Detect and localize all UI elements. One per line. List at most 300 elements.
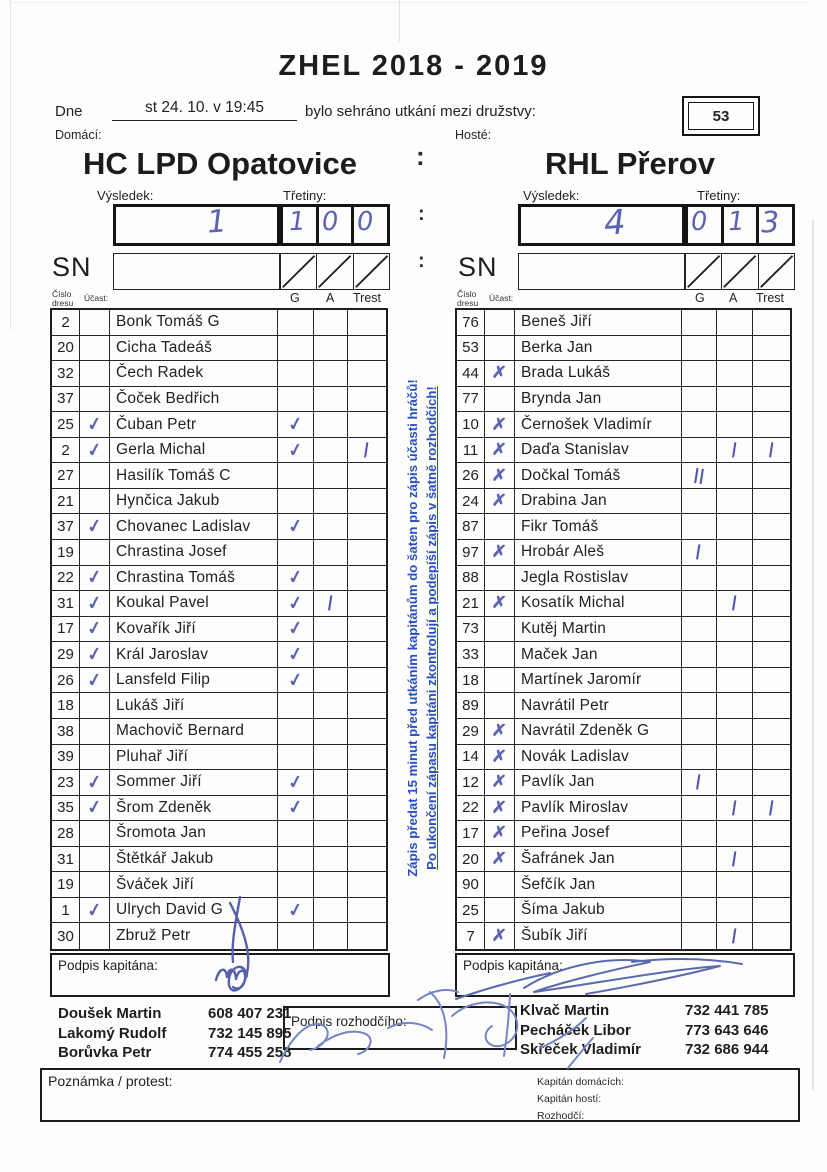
player-number-text: 18 xyxy=(57,697,74,715)
player-number-text: 14 xyxy=(462,748,479,766)
player-name-text: Fikr Tomáš xyxy=(521,517,599,535)
assists-cell-mark: | xyxy=(730,798,739,817)
player-number-text: 90 xyxy=(462,876,479,894)
goals-cell xyxy=(682,693,717,719)
player-number-text: 22 xyxy=(57,569,74,587)
ucast-mark-mark: ✓ xyxy=(85,566,104,589)
player-name-text: Machovič Bernard xyxy=(116,722,245,740)
goals-cell xyxy=(682,770,717,796)
player-name xyxy=(515,310,682,336)
ucast-mark xyxy=(485,566,515,592)
penalty-cell xyxy=(348,745,386,771)
player-name xyxy=(110,463,278,489)
assists-cell xyxy=(314,693,348,719)
assists-cell xyxy=(314,642,348,668)
ucast-mark xyxy=(80,898,110,924)
contact-name: Skřeček Vladimír xyxy=(520,1041,641,1058)
ucast-mark-mark: ✓ xyxy=(85,770,104,794)
assists-cell xyxy=(314,898,348,924)
goals-cell-mark: ✓ xyxy=(286,770,305,794)
ucast-mark xyxy=(485,770,515,796)
slash-mark xyxy=(317,254,352,289)
guest-col-g: G xyxy=(695,291,705,305)
player-number-text: 35 xyxy=(57,799,74,817)
ucast-mark-mark: ✓ xyxy=(85,668,104,691)
goals-cell xyxy=(278,923,314,949)
page-title: ZHEL 2018 - 2019 xyxy=(278,50,549,82)
ucast-mark-mark: ✗ xyxy=(491,720,508,741)
player-number xyxy=(457,438,485,464)
player-name-text: Čech Radek xyxy=(116,364,204,382)
contact-name: Doušek Martin xyxy=(58,1005,162,1022)
ucast-mark xyxy=(80,923,110,949)
ucast-mark xyxy=(80,719,110,745)
ucast-mark-mark: ✓ xyxy=(85,617,104,640)
penalty-cell xyxy=(348,847,386,873)
player-number-text: 27 xyxy=(57,467,74,485)
slash-mark xyxy=(722,254,757,289)
assists-cell xyxy=(717,566,753,592)
home-result-box xyxy=(113,204,280,246)
player-name-text: Pluhař Jiří xyxy=(116,747,188,765)
goals-cell xyxy=(278,540,314,566)
assists-cell xyxy=(717,412,753,438)
player-name-text: Šefčík Jan xyxy=(521,875,596,893)
goals-cell-mark: | xyxy=(695,773,704,791)
assists-cell xyxy=(717,361,753,387)
guest-col-number-1: Číslo xyxy=(457,289,477,299)
goals-cell xyxy=(278,463,314,489)
player-number-text: 2 xyxy=(61,441,70,459)
player-number-text: 29 xyxy=(462,722,479,740)
player-number-text: 89 xyxy=(462,697,479,715)
penalty-cell xyxy=(753,438,790,464)
goals-cell xyxy=(278,489,314,515)
goals-cell xyxy=(682,796,717,822)
assists-cell xyxy=(314,412,348,438)
home-sn-label: SN xyxy=(52,252,92,282)
player-number-text: 7 xyxy=(466,927,475,945)
player-number-text: 11 xyxy=(462,441,479,459)
player-name xyxy=(515,387,682,413)
player-number-text: 22 xyxy=(462,799,479,817)
assists-cell xyxy=(717,310,753,336)
player-number xyxy=(52,591,80,617)
player-name xyxy=(515,923,682,949)
assists-cell xyxy=(717,923,753,949)
ucast-mark xyxy=(80,745,110,771)
player-name xyxy=(515,489,682,515)
penalty-cell xyxy=(753,719,790,745)
penalty-cell xyxy=(348,387,386,413)
player-name-text: Zbruž Petr xyxy=(116,927,191,945)
player-name xyxy=(515,540,682,566)
ucast-mark xyxy=(80,361,110,387)
ucast-mark xyxy=(80,540,110,566)
penalty-cell xyxy=(348,361,386,387)
player-name xyxy=(110,719,278,745)
assists-cell xyxy=(314,566,348,592)
player-number xyxy=(457,412,485,438)
assists-cell xyxy=(717,514,753,540)
home-third-3: 0 xyxy=(356,206,375,238)
goals-cell xyxy=(278,566,314,592)
penalty-cell xyxy=(753,898,790,924)
player-number xyxy=(52,617,80,643)
goals-cell xyxy=(682,642,717,668)
penalty-cell xyxy=(348,719,386,745)
player-number-text: 28 xyxy=(57,824,74,842)
assists-cell xyxy=(314,847,348,873)
ucast-mark-mark: ✗ xyxy=(491,439,508,460)
guest-thirds-label: Třetiny: xyxy=(697,188,741,203)
player-name xyxy=(515,566,682,592)
player-name-text: Brynda Jan xyxy=(521,389,602,407)
guest-col-number-2: dresu xyxy=(457,298,479,308)
ucast-mark xyxy=(485,412,515,438)
penalty-cell xyxy=(753,412,790,438)
player-name-text: Čuban Petr xyxy=(116,415,197,433)
player-name-text: Dočkal Tomáš xyxy=(521,466,621,484)
home-col-ucast: Účast: xyxy=(84,293,109,303)
slash-mark xyxy=(354,254,389,289)
player-name xyxy=(515,463,682,489)
goals-cell xyxy=(682,361,717,387)
goals-cell xyxy=(278,591,314,617)
goals-cell-mark: ✓ xyxy=(286,591,305,615)
penalty-cell xyxy=(753,847,790,873)
goals-cell xyxy=(278,770,314,796)
ucast-mark xyxy=(80,693,110,719)
home-col-number-2: dresu xyxy=(52,298,74,308)
player-number xyxy=(457,489,485,515)
note-label: Poznámka / protest: xyxy=(48,1073,173,1089)
player-number-text: 77 xyxy=(462,390,479,408)
player-number-text: 21 xyxy=(57,492,74,510)
player-number-text: 12 xyxy=(462,773,479,791)
player-name-text: Hasilík Tomáš C xyxy=(116,466,231,484)
ucast-mark xyxy=(485,489,515,515)
player-number xyxy=(52,566,80,592)
goals-cell xyxy=(682,514,717,540)
ucast-mark xyxy=(485,898,515,924)
goals-cell xyxy=(682,898,717,924)
goals-cell xyxy=(278,821,314,847)
note-protest-box xyxy=(40,1068,800,1122)
ucast-mark xyxy=(485,310,515,336)
player-number-text: 44 xyxy=(462,364,479,382)
guest-captain-signature-box xyxy=(455,953,795,997)
penalty-cell xyxy=(753,770,790,796)
player-number xyxy=(52,898,80,924)
guest-section-label: Hosté: xyxy=(455,128,492,142)
player-number xyxy=(457,463,485,489)
guest-sn-label: SN xyxy=(458,252,498,282)
player-name xyxy=(110,514,278,540)
player-name xyxy=(110,796,278,822)
player-number-text: 73 xyxy=(462,620,479,638)
player-name xyxy=(110,770,278,796)
player-name-text: Koukal Pavel xyxy=(116,594,209,612)
player-name xyxy=(110,872,278,898)
player-number xyxy=(52,463,80,489)
sn-colon: : xyxy=(418,250,425,272)
player-number xyxy=(457,770,485,796)
player-number xyxy=(457,693,485,719)
player-name xyxy=(110,745,278,771)
player-number-text: 37 xyxy=(57,390,74,408)
ucast-mark xyxy=(80,591,110,617)
goals-cell xyxy=(278,719,314,745)
goals-cell-mark: ✓ xyxy=(286,617,305,640)
penalty-cell-mark: | xyxy=(363,440,372,459)
ucast-mark xyxy=(485,463,515,489)
captain-home-label: Kapitán domácích: xyxy=(537,1076,624,1088)
match-number-box xyxy=(682,96,760,136)
captain-notice xyxy=(403,308,441,948)
ucast-mark xyxy=(80,617,110,643)
penalty-cell xyxy=(753,514,790,540)
player-number xyxy=(52,361,80,387)
player-number xyxy=(52,310,80,336)
assists-cell-mark: | xyxy=(730,440,739,459)
player-name-text: Chrastina Tomáš xyxy=(116,568,236,586)
assists-cell xyxy=(717,489,753,515)
player-name-text: Daďa Stanislav xyxy=(521,441,629,459)
assists-cell xyxy=(717,438,753,464)
assists-cell xyxy=(717,821,753,847)
assists-cell xyxy=(314,310,348,336)
ucast-mark xyxy=(80,642,110,668)
ucast-mark-mark: ✗ xyxy=(491,822,508,844)
goals-cell xyxy=(682,438,717,464)
player-name-text: Brada Lukáš xyxy=(521,364,611,382)
player-name xyxy=(515,898,682,924)
home-result-value: 1 xyxy=(205,203,228,241)
assists-cell-mark: | xyxy=(730,594,739,612)
player-name xyxy=(515,336,682,362)
captain-guest-label: Kapitán hostí: xyxy=(537,1093,602,1105)
ucast-mark-mark: ✗ xyxy=(491,541,508,563)
goals-cell xyxy=(278,361,314,387)
assists-cell xyxy=(314,821,348,847)
ucast-mark-mark: ✓ xyxy=(85,642,104,666)
goals-cell xyxy=(278,310,314,336)
player-number xyxy=(457,719,485,745)
player-name xyxy=(110,310,278,336)
player-name-text: Šrom Zdeněk xyxy=(116,798,212,816)
ucast-mark xyxy=(80,847,110,873)
player-number xyxy=(457,821,485,847)
goals-cell xyxy=(682,719,717,745)
goals-cell xyxy=(278,847,314,873)
assists-cell-mark: | xyxy=(326,594,335,612)
penalty-cell xyxy=(348,514,386,540)
assists-cell xyxy=(717,770,753,796)
player-number-text: 76 xyxy=(462,313,479,331)
guest-contact-list xyxy=(520,1001,768,1060)
player-number-text: 26 xyxy=(462,467,479,485)
goals-cell xyxy=(682,387,717,413)
player-name xyxy=(515,361,682,387)
assists-cell-mark: | xyxy=(730,926,739,945)
scan-edge-top xyxy=(10,2,810,3)
player-number xyxy=(52,412,80,438)
player-number-text: 17 xyxy=(57,620,74,638)
home-sn-box xyxy=(113,253,280,290)
home-captain-signature-box xyxy=(50,953,390,997)
penalty-cell xyxy=(753,336,790,362)
ucast-mark-mark: ✗ xyxy=(491,592,508,614)
assists-cell xyxy=(314,463,348,489)
guest-sn-cells xyxy=(685,253,795,290)
goals-cell xyxy=(682,310,717,336)
assists-cell xyxy=(717,617,753,643)
player-number-text: 20 xyxy=(462,850,479,868)
contact-phone: 732 686 944 xyxy=(685,1041,769,1058)
goals-cell xyxy=(682,617,717,643)
goals-cell xyxy=(278,336,314,362)
home-thirds-label: Třetiny: xyxy=(283,188,327,203)
player-name-text: Kovařík Jiří xyxy=(116,619,196,637)
penalty-cell xyxy=(348,438,386,464)
player-number xyxy=(52,514,80,540)
home-section-label: Domácí: xyxy=(55,128,102,142)
assists-cell xyxy=(314,361,348,387)
goals-cell xyxy=(278,872,314,898)
assists-cell xyxy=(717,591,753,617)
penalty-cell xyxy=(348,617,386,643)
penalty-cell xyxy=(753,310,790,336)
goals-cell-mark: || xyxy=(692,465,706,485)
penalty-cell xyxy=(753,821,790,847)
goals-cell xyxy=(682,412,717,438)
goals-cell-mark: | xyxy=(695,542,704,561)
assists-cell xyxy=(314,617,348,643)
assists-cell xyxy=(314,796,348,822)
contact-name: Klvač Martin xyxy=(520,1002,610,1019)
player-name-text: Sommer Jiří xyxy=(116,773,202,791)
player-name-text: Šromota Jan xyxy=(116,824,207,842)
penalty-cell xyxy=(348,642,386,668)
player-number-text: 37 xyxy=(57,518,74,536)
player-number-text: 19 xyxy=(57,876,74,894)
player-name xyxy=(110,821,278,847)
player-name xyxy=(515,821,682,847)
player-name xyxy=(515,719,682,745)
goals-cell-mark: ✓ xyxy=(286,668,305,691)
ucast-mark xyxy=(485,693,515,719)
player-name-text: Jegla Rostislav xyxy=(521,568,629,586)
ucast-mark-mark: ✗ xyxy=(491,413,508,435)
assists-cell xyxy=(717,668,753,694)
vs-colon: : xyxy=(416,141,425,171)
ucast-mark xyxy=(485,540,515,566)
contact-phone: 732 441 785 xyxy=(685,1002,769,1019)
player-number-text: 39 xyxy=(57,748,74,766)
player-name-text: Šubík Jiří xyxy=(521,927,588,945)
ucast-mark xyxy=(485,872,515,898)
assists-cell xyxy=(717,719,753,745)
player-name xyxy=(110,617,278,643)
player-name-text: Šíma Jakub xyxy=(521,901,605,919)
player-name-text: Ulrych David G xyxy=(116,901,224,919)
guest-col-a: A xyxy=(729,291,738,305)
goals-cell xyxy=(278,796,314,822)
goals-cell-mark: ✓ xyxy=(286,796,305,819)
player-name-text: Šváček Jiří xyxy=(116,875,194,893)
assists-cell xyxy=(717,847,753,873)
penalty-cell xyxy=(753,745,790,771)
assists-cell xyxy=(314,540,348,566)
ucast-mark xyxy=(485,387,515,413)
penalty-cell xyxy=(348,796,386,822)
contact-phone: 773 643 646 xyxy=(685,1021,769,1039)
player-number xyxy=(52,923,80,949)
ucast-mark xyxy=(80,387,110,413)
guest-result-box xyxy=(518,204,685,246)
player-name-text: Lukáš Jiří xyxy=(116,696,185,714)
ucast-mark xyxy=(80,872,110,898)
player-name xyxy=(110,566,278,592)
assists-cell xyxy=(717,898,753,924)
home-col-a: A xyxy=(326,291,335,305)
player-number-text: 25 xyxy=(57,416,74,434)
date-label: Dne xyxy=(55,103,83,120)
penalty-cell xyxy=(348,923,386,949)
penalty-cell xyxy=(348,668,386,694)
player-number xyxy=(52,489,80,515)
ucast-mark xyxy=(485,361,515,387)
ucast-mark xyxy=(485,591,515,617)
penalty-cell xyxy=(348,770,386,796)
penalty-cell xyxy=(348,566,386,592)
penalty-cell xyxy=(753,668,790,694)
player-number-text: 20 xyxy=(57,339,74,357)
player-number xyxy=(457,591,485,617)
player-number-text: 30 xyxy=(57,927,74,945)
goals-cell xyxy=(682,566,717,592)
goals-cell xyxy=(682,872,717,898)
guest-third-2: 1 xyxy=(727,206,746,238)
assists-cell xyxy=(314,668,348,694)
player-number xyxy=(52,540,80,566)
player-number xyxy=(52,796,80,822)
home-col-number-1: Číslo xyxy=(52,289,72,299)
assists-cell xyxy=(717,387,753,413)
penalty-cell xyxy=(753,796,790,822)
ucast-mark xyxy=(485,514,515,540)
player-name xyxy=(110,847,278,873)
slash-mark xyxy=(759,254,794,289)
guest-col-trest: Trest xyxy=(756,291,785,305)
ucast-mark xyxy=(80,438,110,464)
player-number xyxy=(457,847,485,873)
goals-cell xyxy=(278,387,314,413)
assists-cell xyxy=(717,693,753,719)
referee-label: Rozhodčí: xyxy=(537,1110,585,1122)
scan-edge-right xyxy=(812,220,814,1090)
goals-cell-mark: ✓ xyxy=(286,412,305,436)
player-number xyxy=(457,310,485,336)
player-number xyxy=(457,668,485,694)
player-name xyxy=(515,642,682,668)
assists-cell xyxy=(717,642,753,668)
goals-cell-mark: ✓ xyxy=(286,438,305,461)
player-name-text: Pavlík Jan xyxy=(521,773,595,791)
ucast-mark xyxy=(485,617,515,643)
ucast-mark xyxy=(80,566,110,592)
